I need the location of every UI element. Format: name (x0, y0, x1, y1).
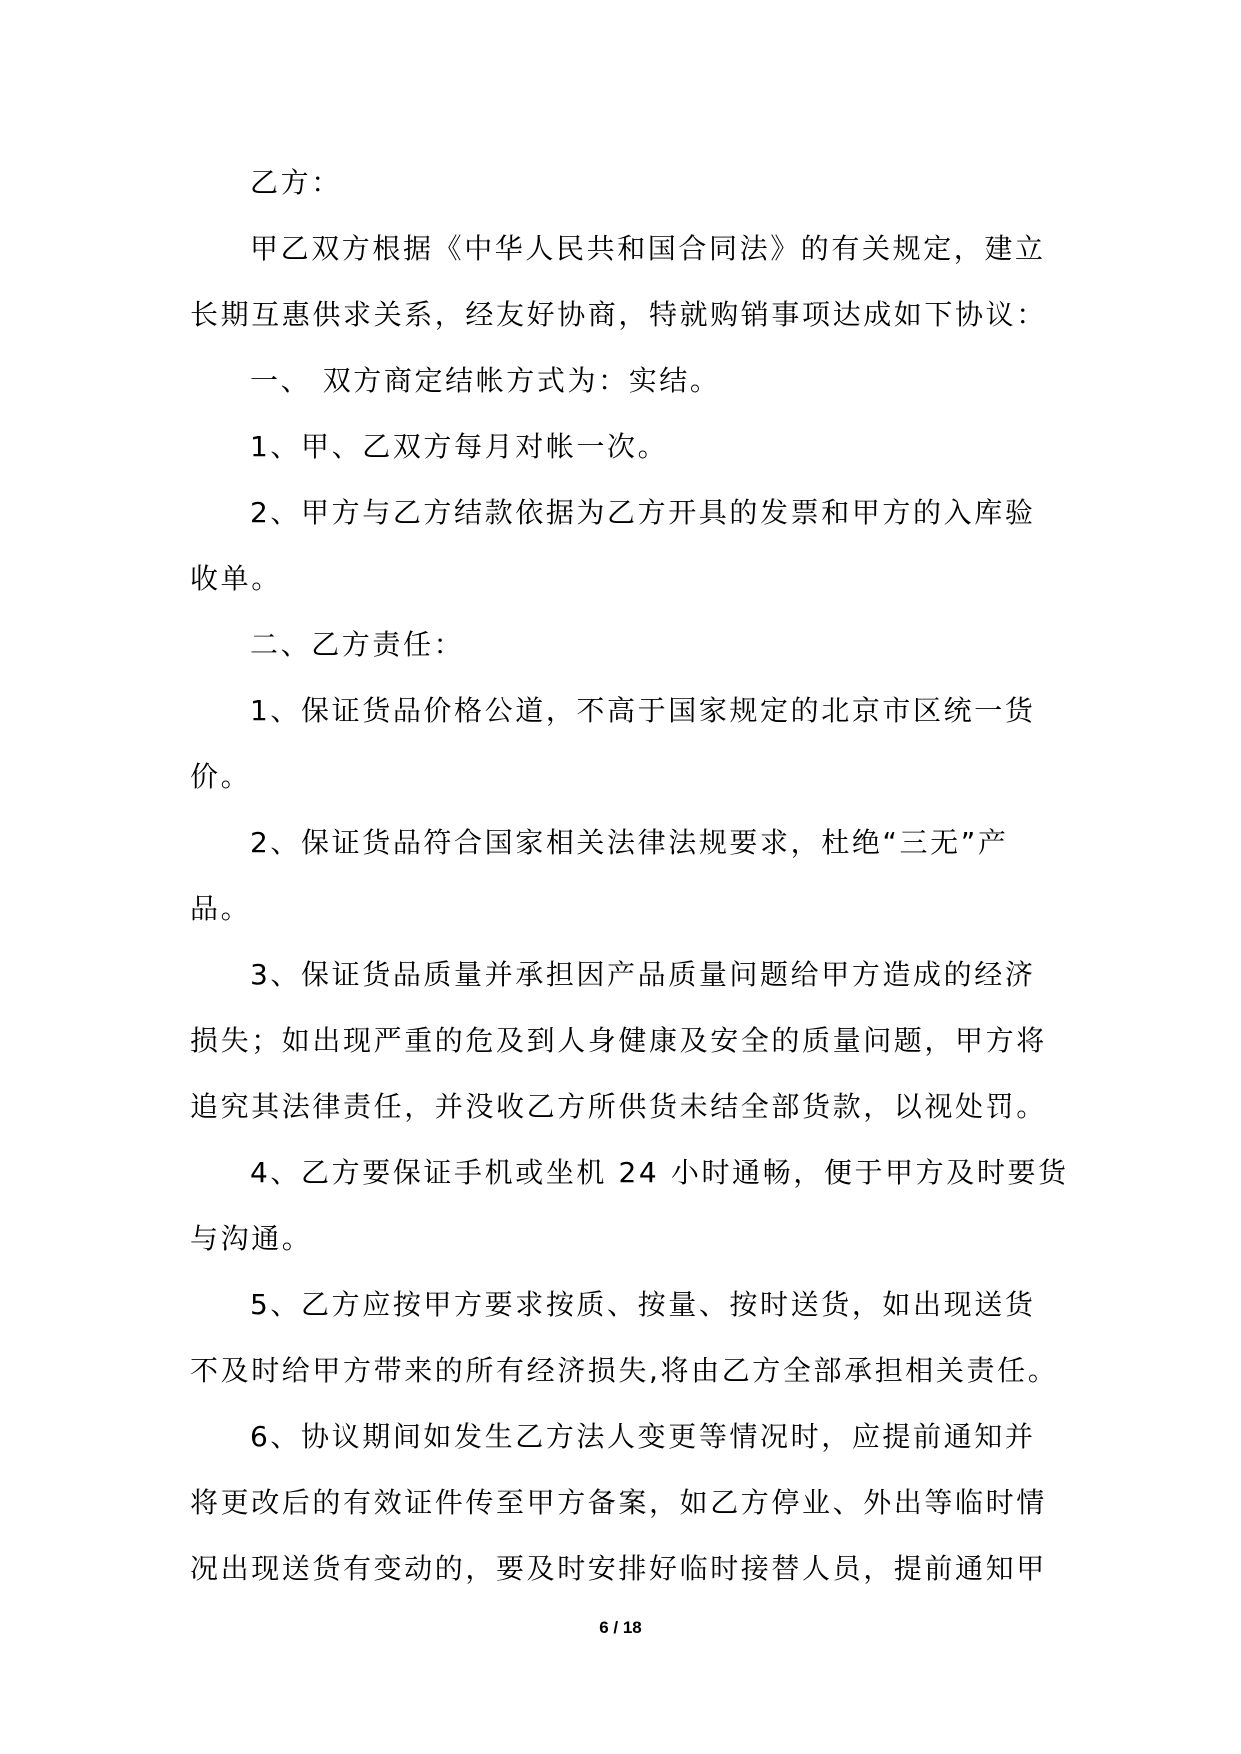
text-line: 损失；如出现严重的危及到人身健康及安全的质量问题，甲方将 (190, 1024, 1047, 1057)
text-line: 二、乙方责任： (250, 628, 465, 661)
text-line: 1、甲、乙双方每月对帐一次。 (250, 430, 669, 463)
text-line: 1、保证货品价格公道，不高于国家规定的北京市区统一货 (250, 694, 1036, 727)
text-line: 一、 双方商定结帐方式为：实结。 (250, 364, 721, 397)
text-line: 收单。 (190, 562, 282, 595)
text-line: 3、保证货品质量并承担因产品质量问题给甲方造成的经济 (250, 958, 1036, 991)
text-line: 将更改后的有效证件传至甲方备案，如乙方停业、外出等临时情 (190, 1486, 1047, 1519)
text-line: 4、乙方要保证手机或坐机 24 小时通畅，便于甲方及时要货 (250, 1156, 1069, 1189)
text-line: 长期互惠供求关系，经友好协商，特就购销事项达成如下协议： (190, 298, 1047, 331)
text-line: 与沟通。 (190, 1222, 313, 1255)
text-line: 追究其法律责任，并没收乙方所供货未结全部货款，以视处罚。 (190, 1090, 1047, 1123)
text-line: 乙方： (250, 166, 342, 199)
page-number: 6 / 18 (599, 1618, 642, 1637)
text-line: 2、甲方与乙方结款依据为乙方开具的发票和甲方的入库验 (250, 496, 1036, 529)
text-line: 5、乙方应按甲方要求按质、按量、按时送货，如出现送货 (250, 1288, 1036, 1321)
text-line: 价。 (190, 760, 252, 793)
text-line: 2、保证货品符合国家相关法律法规要求，杜绝“三无”产 (250, 826, 1009, 859)
text-line: 6、协议期间如发生乙方法人变更等情况时，应提前通知并 (250, 1420, 1036, 1453)
text-line: 况出现送货有变动的，要及时安排好临时接替人员，提前通知甲 (190, 1552, 1047, 1585)
text-line: 不及时给甲方带来的所有经济损失,将由乙方全部承担相关责任。 (190, 1354, 1059, 1387)
text-line: 品。 (190, 892, 252, 925)
text-line: 甲乙双方根据《中华人民共和国合同法》的有关规定，建立 (250, 232, 1046, 265)
